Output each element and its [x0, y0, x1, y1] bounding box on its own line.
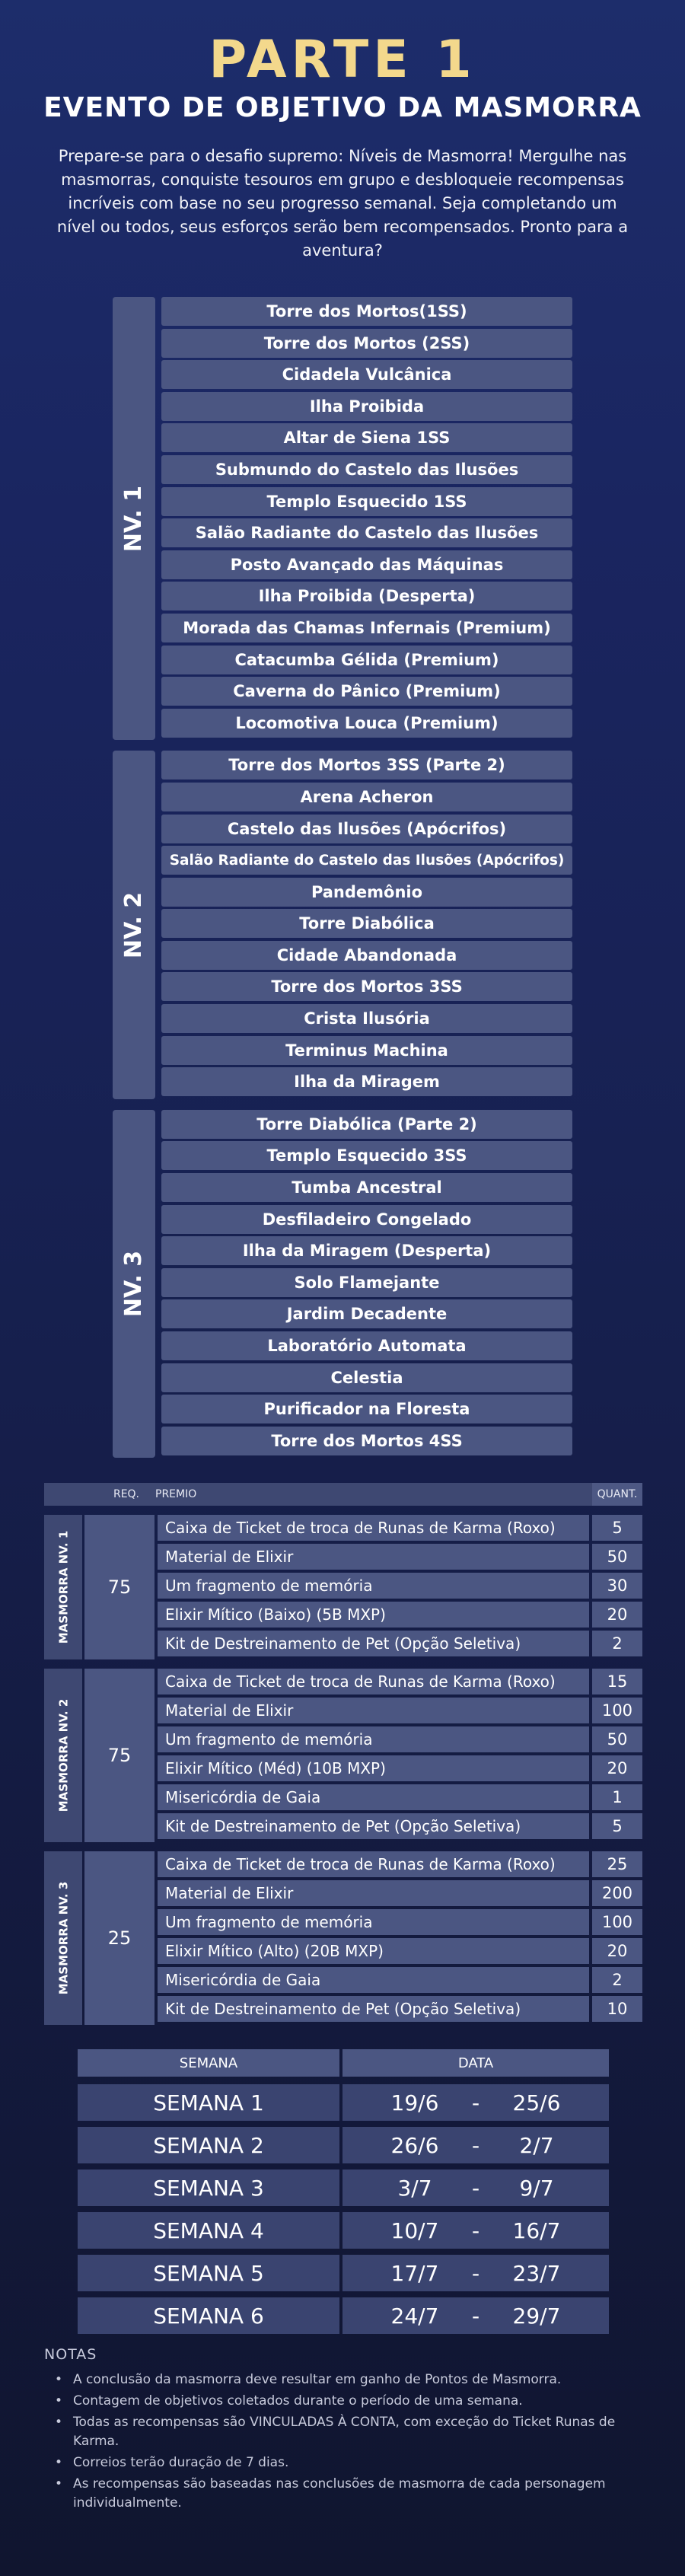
reward-row: [158, 1726, 642, 1752]
level-tag-label: NV. 1: [120, 485, 148, 552]
week-end: 25/6: [512, 2090, 561, 2115]
dungeon-item: Templo Esquecido 3SS: [161, 1141, 572, 1170]
reward-name: Material de Elixir: [158, 1698, 589, 1723]
reward-name: Material de Elixir: [158, 1880, 589, 1906]
reward-name: Kit de Destreinamento de Pet (Opção Seletiva): [158, 1631, 589, 1656]
reward-row: [158, 1880, 642, 1906]
reward-row: [158, 1515, 642, 1541]
dungeon-item: Terminus Machina: [161, 1036, 572, 1065]
reward-row: [158, 1784, 642, 1810]
week-name: SEMANA 2: [78, 2127, 339, 2163]
level-dungeon-list: [161, 751, 572, 1099]
notes: [44, 2346, 653, 2515]
notes-list: [44, 2370, 653, 2513]
reward-quantity: 200: [592, 1880, 642, 1906]
week-start: 3/7: [397, 2175, 432, 2201]
reward-quantity: 25: [592, 1851, 642, 1877]
dungeon-item: Arena Acheron: [161, 783, 572, 811]
dungeon-item: Torre dos Mortos 3SS: [161, 972, 572, 1001]
reward-row: [158, 1631, 642, 1656]
dungeon-item: Jardim Decadente: [161, 1299, 572, 1328]
reward-row: [158, 1996, 642, 2022]
week-date-range: [342, 2127, 609, 2163]
reward-quantity: 20: [592, 1938, 642, 1964]
week-separator: -: [471, 2303, 480, 2329]
reward-quantity: 15: [592, 1669, 642, 1694]
week-end: 29/7: [512, 2303, 561, 2329]
header: [0, 30, 685, 263]
reward-name: Elixir Mítico (Méd) (10B MXP): [158, 1755, 589, 1781]
level-dungeon-list: [161, 297, 572, 740]
week-start: 26/6: [390, 2132, 439, 2158]
week-name: SEMANA 5: [78, 2255, 339, 2291]
reward-name: Kit de Destreinamento de Pet (Opção Seletiva): [158, 1996, 589, 2022]
week-row: [78, 2127, 609, 2163]
part-title: PARTE 1: [209, 30, 476, 90]
weeks-table: [78, 2049, 609, 2340]
reward-quantity: 50: [592, 1544, 642, 1570]
level-tag-label: NV. 3: [120, 1251, 148, 1318]
reward-name: Um fragmento de memória: [158, 1726, 589, 1752]
rewards-table: [44, 1483, 642, 2025]
dungeon-item: Solo Flamejante: [161, 1268, 572, 1297]
reward-quantity: 100: [592, 1909, 642, 1935]
dungeon-item: Templo Esquecido 1SS: [161, 487, 572, 516]
dungeon-item: Submundo do Castelo das Ilusões: [161, 455, 572, 484]
reward-quantity: 30: [592, 1573, 642, 1599]
dungeon-item: Salão Radiante do Castelo das Ilusões: [161, 518, 572, 547]
dungeon-item: Castelo das Ilusões (Apócrifos): [161, 815, 572, 843]
reward-name: Caixa de Ticket de troca de Runas de Karma (Roxo): [158, 1851, 589, 1877]
dungeon-item: Salão Radiante do Castelo das Ilusões (Apócrifos): [161, 846, 572, 875]
week-date-range: [342, 2084, 609, 2121]
reward-level-label: [44, 1851, 82, 2025]
reward-row: [158, 1698, 642, 1723]
notes-title: NOTAS: [44, 2346, 97, 2363]
week-date-range: [342, 2297, 609, 2334]
dungeon-item: Laboratório Automata: [161, 1331, 572, 1360]
reward-row: [158, 1602, 642, 1628]
reward-quantity: 2: [592, 1967, 642, 1993]
reward-quantity: 1: [592, 1784, 642, 1810]
dungeon-item: Posto Avançado das Máquinas: [161, 550, 572, 579]
reward-row: [158, 1938, 642, 1964]
note-item: • Todas as recompensas são VINCULADAS À CONTA, com exceção do Ticket Runas de Karma.: [44, 2413, 653, 2451]
week-end: 2/7: [519, 2132, 554, 2158]
dungeon-item: Torre dos Mortos 3SS (Parte 2): [161, 751, 572, 779]
note-item: • As recompensas são baseadas nas conclusões de masmorra de cada personagem individualmente.: [44, 2475, 653, 2513]
note-item: • A conclusão da masmorra deve resultar em ganho de Pontos de Masmorra.: [44, 2370, 653, 2389]
reward-quantity: 20: [592, 1755, 642, 1781]
reward-quantity: 100: [592, 1698, 642, 1723]
semana-header: SEMANA: [78, 2049, 339, 2077]
week-name: SEMANA 6: [78, 2297, 339, 2334]
level-group: [113, 1110, 572, 1459]
reward-name: Um fragmento de memória: [158, 1909, 589, 1935]
level-tag: [113, 1110, 155, 1459]
reward-quantity: 10: [592, 1996, 642, 2022]
reward-name: Misericórdia de Gaia: [158, 1784, 589, 1810]
dungeon-item: Morada das Chamas Infernais (Premium): [161, 614, 572, 642]
reward-name: Elixir Mítico (Baixo) (5B MXP): [158, 1602, 589, 1628]
reward-row: [158, 1967, 642, 1993]
week-separator: -: [471, 2132, 480, 2158]
premio-header: PREMIO: [155, 1488, 197, 1500]
reward-row: [158, 1909, 642, 1935]
week-date-range: [342, 2212, 609, 2249]
week-name: SEMANA 1: [78, 2084, 339, 2121]
reward-requirement: 75: [84, 1669, 155, 1842]
reward-name: Material de Elixir: [158, 1544, 589, 1570]
level-group: [113, 751, 572, 1099]
intro-text: Prepare-se para o desafio supremo: Níveis de Masmorra! Mergulhe nas masmorras, conquiste tesouros em grupo e desbloqueie recompensas incríveis com base no seu progresso semanal. Seja completando um nível ou todos, seus esforços serão bem recompensados. Pronto para a aventura?: [56, 147, 629, 260]
dungeon-item: Ilha Proibida (Desperta): [161, 582, 572, 611]
week-separator: -: [471, 2217, 480, 2243]
dungeon-item: Cidade Abandonada: [161, 941, 572, 970]
dungeon-item: Torre dos Mortos 4SS: [161, 1427, 572, 1455]
reward-row: [158, 1669, 642, 1694]
dungeon-item: Torre dos Mortos(1SS): [161, 297, 572, 326]
week-name: SEMANA 4: [78, 2212, 339, 2249]
dungeon-item: Torre dos Mortos (2SS): [161, 329, 572, 358]
week-separator: -: [471, 2175, 480, 2201]
dungeon-item: Locomotiva Louca (Premium): [161, 709, 572, 738]
week-row: [78, 2297, 609, 2334]
week-end: 16/7: [512, 2217, 561, 2243]
reward-name: Misericórdia de Gaia: [158, 1967, 589, 1993]
dungeon-item: Desfiladeiro Congelado: [161, 1205, 572, 1234]
week-row: [78, 2084, 609, 2121]
dungeon-item: Cidadela Vulcânica: [161, 360, 572, 389]
reward-block: [44, 1669, 642, 1842]
level-dungeon-list: [161, 1110, 572, 1459]
weeks-header: [78, 2049, 609, 2077]
level-tag: [113, 297, 155, 740]
reward-quantity: 20: [592, 1602, 642, 1628]
dungeon-levels: [113, 297, 572, 1468]
reward-quantity: 5: [592, 1813, 642, 1839]
reward-items: [158, 1515, 642, 1659]
reward-quantity: 2: [592, 1631, 642, 1656]
week-separator: -: [471, 2260, 480, 2286]
req-header: REQ.: [113, 1488, 140, 1500]
reward-requirement: 75: [84, 1515, 155, 1659]
dungeon-item: Caverna do Pânico (Premium): [161, 677, 572, 706]
reward-row: [158, 1544, 642, 1570]
week-start: 19/6: [390, 2090, 439, 2115]
reward-requirement: 25: [84, 1851, 155, 2025]
week-date-range: [342, 2255, 609, 2291]
level-tag: [113, 751, 155, 1099]
reward-row: [158, 1851, 642, 1877]
week-end: 9/7: [519, 2175, 554, 2201]
quant-header: QUANT.: [592, 1483, 642, 1506]
reward-level-text: MASMORRA NV. 2: [56, 1698, 71, 1812]
note-item: • Contagem de objetivos coletados durante o período de uma semana.: [44, 2392, 653, 2411]
reward-level-text: MASMORRA NV. 3: [56, 1881, 71, 1995]
dungeon-item: Altar de Siena 1SS: [161, 423, 572, 452]
level-tag-label: NV. 2: [120, 891, 148, 958]
reward-items: [158, 1669, 642, 1842]
event-title: EVENTO DE OBJETIVO DA MASMORRA: [43, 92, 642, 123]
rewards-header: [44, 1483, 642, 1506]
reward-name: Caixa de Ticket de troca de Runas de Karma (Roxo): [158, 1515, 589, 1541]
dungeon-item: Crista Ilusória: [161, 1004, 572, 1033]
reward-name: Caixa de Ticket de troca de Runas de Karma (Roxo): [158, 1669, 589, 1694]
reward-name: Kit de Destreinamento de Pet (Opção Seletiva): [158, 1813, 589, 1839]
reward-quantity: 50: [592, 1726, 642, 1752]
reward-row: [158, 1755, 642, 1781]
reward-name: Um fragmento de memória: [158, 1573, 589, 1599]
dungeon-item: Torre Diabólica: [161, 909, 572, 938]
dungeon-item: Pandemônio: [161, 878, 572, 907]
dungeon-item: Celestia: [161, 1363, 572, 1392]
reward-name: Elixir Mítico (Alto) (20B MXP): [158, 1938, 589, 1964]
dungeon-item: Ilha da Miragem: [161, 1067, 572, 1096]
dungeon-item: Purificador na Floresta: [161, 1395, 572, 1423]
week-row: [78, 2255, 609, 2291]
week-name: SEMANA 3: [78, 2170, 339, 2206]
reward-level-text: MASMORRA NV. 1: [56, 1530, 71, 1644]
week-separator: -: [471, 2090, 480, 2115]
week-start: 17/7: [390, 2260, 439, 2286]
dungeon-item: Ilha Proibida: [161, 392, 572, 421]
reward-level-label: [44, 1669, 82, 1842]
reward-row: [158, 1573, 642, 1599]
reward-block: [44, 1515, 642, 1659]
dungeon-item: Tumba Ancestral: [161, 1173, 572, 1202]
dungeon-item: Ilha da Miragem (Desperta): [161, 1236, 572, 1265]
reward-quantity: 5: [592, 1515, 642, 1541]
dungeon-item: Catacumba Gélida (Premium): [161, 646, 572, 674]
dungeon-item: Torre Diabólica (Parte 2): [161, 1110, 572, 1139]
week-row: [78, 2170, 609, 2206]
reward-block: [44, 1851, 642, 2025]
reward-row: [158, 1813, 642, 1839]
reward-level-label: [44, 1515, 82, 1659]
reward-items: [158, 1851, 642, 2025]
note-item: • Correios terão duração de 7 dias.: [44, 2453, 653, 2472]
week-end: 23/7: [512, 2260, 561, 2286]
week-date-range: [342, 2170, 609, 2206]
week-start: 24/7: [390, 2303, 439, 2329]
week-start: 10/7: [390, 2217, 439, 2243]
data-header: DATA: [342, 2049, 609, 2077]
week-row: [78, 2212, 609, 2249]
level-group: [113, 297, 572, 740]
